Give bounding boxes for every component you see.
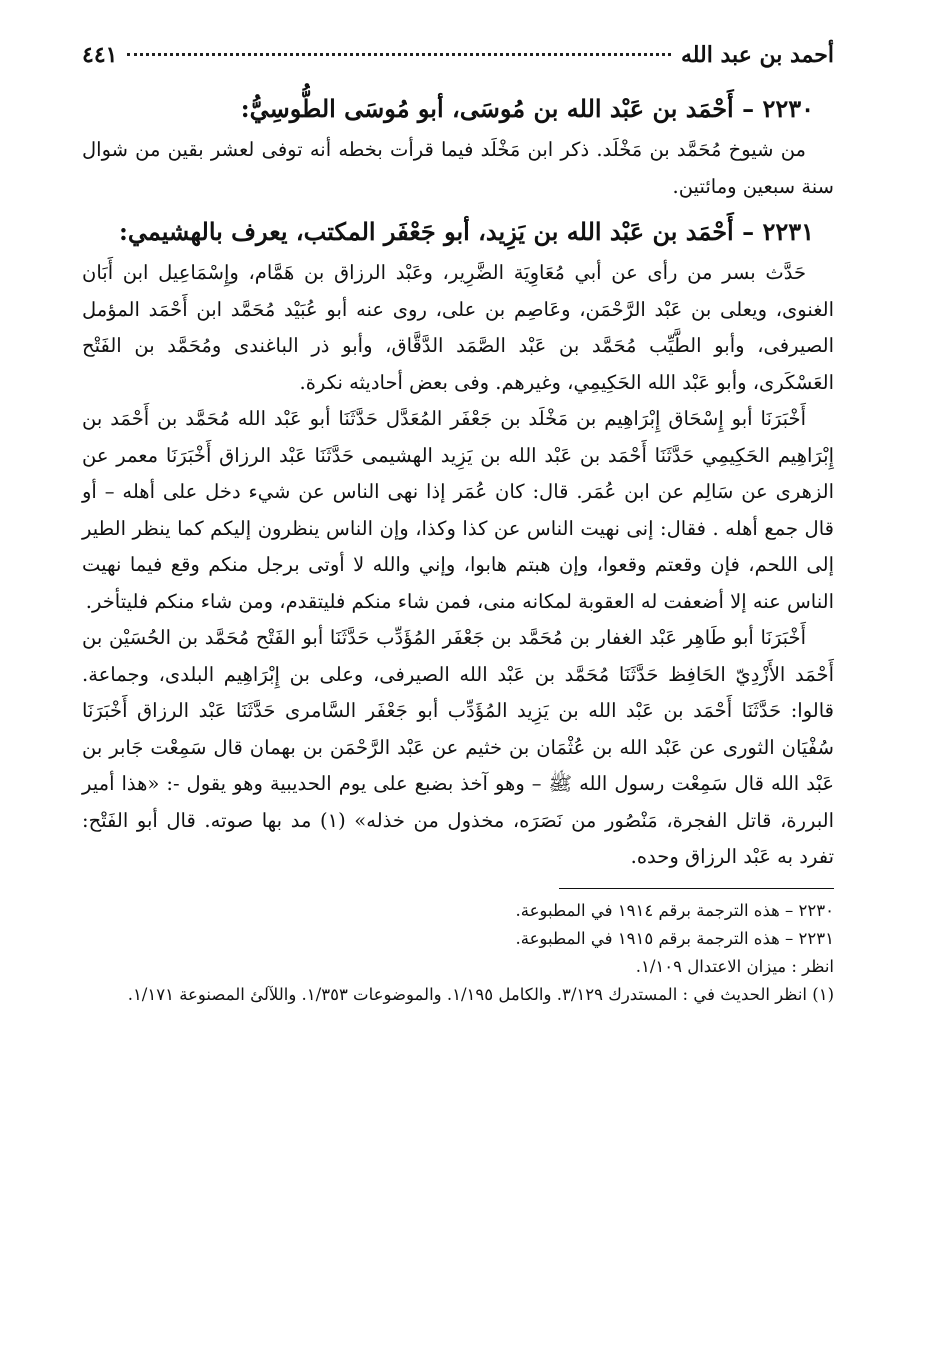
book-page bbox=[82, 42, 834, 1342]
footnote-2231: ٢٢٣١ – هذه الترجمة برقم ١٩١٥ في المطبوعة. bbox=[515, 928, 834, 948]
running-title: أحمد بن عبد الله bbox=[680, 42, 834, 68]
footnotes bbox=[82, 897, 834, 1009]
entry-2231-paragraph-1: حَدَّث بسر من رأى عن أبي مُعَاوِيَة الضَّرِير، وعَبْد الرزاق بن هَمَّام، وإِسْمَاعِيل ابن أَبَان الغنوى، ويعلى بن عَبْد الرَّحْمَن، وعَاصِم بن على، روى عنه أبو عُبَيْد مُحَمَّد ابن أَحْمَد المؤمل الصيرفى، وأبو الطَّيِّب مُحَمَّد بن عَبْد الصَّمَد الدَّقَّاق، وأبو ذر الباغندى ومُحَمَّد بن الفَتْح العَسْكَرى، وأبو عَبْد الله الحَكِيمِي، وغيرهم. وفى بعض أحاديثه نكرة. bbox=[82, 261, 834, 394]
entry-2231-heading: ٢٢٣١ – أَحْمَد بن عَبْد الله بن يَزِيد، أبو جَعْفَر المكتب، يعرف بالهشيمي: bbox=[119, 217, 814, 246]
entry-2231-paragraph-2: أَخْبَرَنَا أبو إِسْحَاق إِبْرَاهِيم بن مَخْلَد بن جَعْفَر المُعَدَّل حَدَّثَنَا أبو عَبْد الله مُحَمَّد بن أَحْمَد بن إِبْرَاهِيم الحَكِيمِي حَدَّثَنَا أَحْمَد بن عَبْد الله بن يَزِيد الهشيمى حَدَّثَنَا عَبْد الرزاق أَخْبَرَنَا معمر عن الزهرى عن سَالِم عن ابن عُمَر. قال: كان عُمَر إذا نهى الناس عن شيء دخل على أهله – أو قال جمع أهله . فقال: إنى نهيت الناس عن كذا وكذا، وإن الناس ينظرون إليكم كما ينظر الطير إلى اللحم، فإن وقعتم وقعوا، وإن هبتم هابوا، وإني والله لا أوتى برجل منكم وقع فيما نهيت الناس عنه إلا أضعفت له العقوبة لمكانه منى، فمن شاء منكم فليتقدم، ومن شاء منكم فليتأخر. bbox=[82, 407, 834, 613]
running-header bbox=[82, 42, 834, 82]
entry-2231-paragraph-3: أَخْبَرَنَا أبو طَاهِر عَبْد الغفار بن مُحَمَّد بن جَعْفَر المُؤَدِّب حَدَّثَنَا أبو الفَتْح مُحَمَّد بن الحُسَيْن بن أَحْمَد الأَزْدِيّ الحَافِظ حَدَّثَنَا مُحَمَّد بن عَبْد الله الصيرفى، وعلى بن إِبْرَاهِيم البلدى، وجماعة. قالوا: حَدَّثَنَا أَحْمَد بن عَبْد الله بن يَزِيد المُؤَدِّب أبو جَعْفَر السَّامرى حَدَّثَنَا عَبْد الرزاق أَخْبَرَنَا سُفْيَان الثورى عن عَبْد الله بن عُثْمَان بن خثيم عن عَبْد الرَّحْمَن بن بهمان قال سَمِعْت جَابر بن عَبْد الله قال سَمِعْت رسول الله ﷺ – وهو آخذ بضبع على يوم الحديبية وهو يقول -: «هذا أمير البررة، قاتل الفجرة، مَنْصُور من نَصَرَه، مخذول من خذله» (١) مد بها صوته. قال أبو الفَتْح: تفرد به عَبْد الرزاق وحده. bbox=[82, 626, 834, 868]
page-number: ٤٤١ bbox=[82, 42, 118, 68]
footnote-2230: ٢٢٣٠ – هذه الترجمة برقم ١٩١٤ في المطبوعة. bbox=[515, 900, 834, 920]
entry-2230-heading: ٢٢٣٠ – أَحْمَد بن عَبْد الله بن مُوسَى، أبو مُوسَى الطُّوسِيُّ: bbox=[240, 94, 814, 123]
footnote-1: (١) انظر الحديث في : المستدرك ٣/١٢٩. والكامل ١/١٩٥. والموضوعات ١/٣٥٣. واللآلئ المصنوعة ١/١٧١. bbox=[127, 984, 834, 1004]
footnote-mizan: انظر : ميزان الاعتدال ١/١٠٩. bbox=[635, 956, 834, 976]
leader-dots bbox=[127, 53, 671, 56]
footnote-separator bbox=[559, 888, 834, 889]
entry-2230-body: من شيوخ مُحَمَّد بن مَخْلَد. ذكر ابن مَخْلَد فيما قرأت بخطه أنه توفى لعشر بقين من شوال سنة سبعين ومائتين. bbox=[82, 138, 834, 198]
